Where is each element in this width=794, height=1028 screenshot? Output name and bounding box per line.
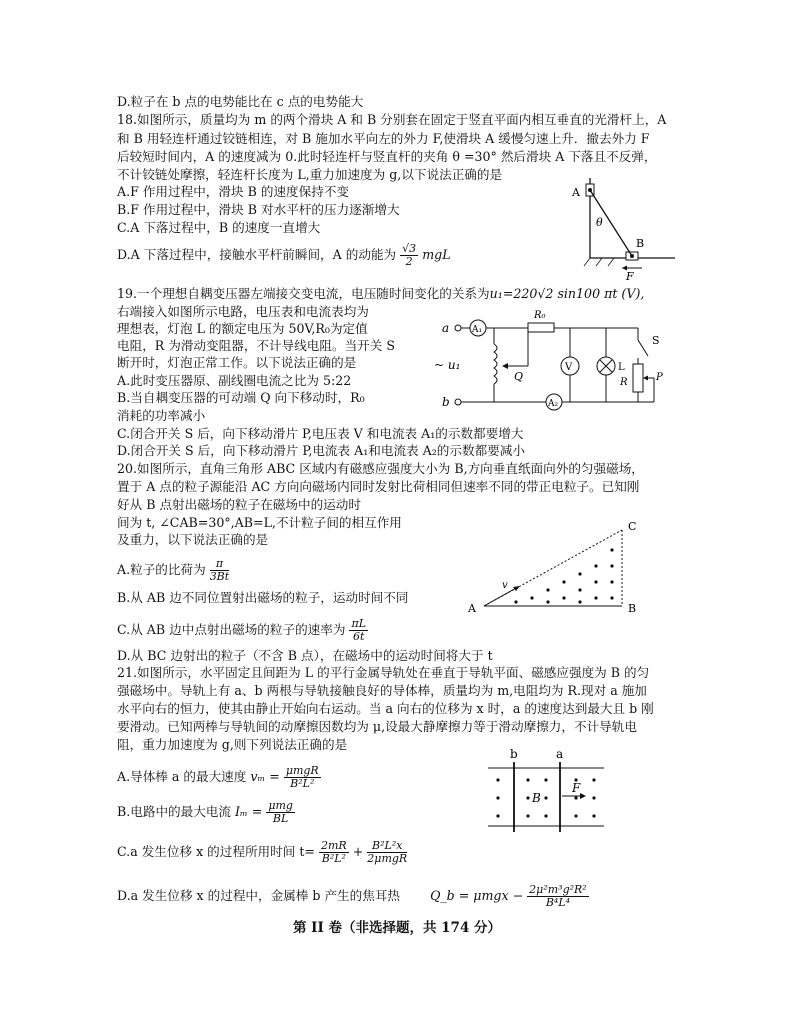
q20-a-num: π <box>210 558 230 571</box>
q21-stem-line2: 强磁场中。导轨上有 a、b 两根与导轨接触良好的导体棒，质量均为 m,电阻均为 R.现对 a 施加 <box>117 683 647 698</box>
q20-field-dot <box>546 588 549 591</box>
q18-fig-label-b: B <box>636 237 645 250</box>
q21-field-dot <box>526 778 529 781</box>
q19-option-b-line1: B.当自耦变压器的可动端 Q 向下移动时，R₀ <box>117 390 365 405</box>
q19-fig-label-u1: ~ u₁ <box>434 358 461 372</box>
q20-magnetic-field-dots <box>514 548 613 603</box>
q18-fig-label-theta: θ <box>596 216 603 229</box>
q21-fig-label-field: B <box>532 791 541 805</box>
q21-fig-label-f: F <box>572 781 581 795</box>
q20-stem-line3: 好从 B 点射出磁场的粒子在磁场中的运动时 <box>117 497 361 512</box>
q21-field-dot <box>526 796 529 799</box>
q21-b-num: μmg <box>268 799 293 812</box>
q20-stem-line2: 置于 A 点的粒子源能沿 AC 方向向磁场内同时发射比荷相同但速率不同的带正电粒子。已知刚 <box>117 479 640 494</box>
q19-fig-label-r0: R₀ <box>534 310 546 321</box>
q18-figure <box>560 176 680 283</box>
q19-option-a: A.此时变压器原、副线圈电流之比为 5:22 <box>117 373 352 388</box>
q21-option-a-fraction <box>284 765 321 790</box>
q18-stem-line3: 后较短时间内，A 的速度减为 0.此时轻连杆与竖直杆的夹角 θ =30° 然后滑块 A 下落且不反弹， <box>117 149 657 164</box>
q21-option-c-fraction2 <box>367 840 407 865</box>
q17-option-d: D.粒子在 b 点的电势能比在 c 点的电势能大 <box>117 94 364 109</box>
q19-fig-label-l: L <box>618 362 625 373</box>
q19-fig-label-a2: A₂ <box>548 399 559 409</box>
q20-option-a-fraction <box>210 558 230 583</box>
q21-field-dot <box>496 796 499 799</box>
q20-field-dot <box>578 600 581 603</box>
q21-field-dot <box>526 814 529 817</box>
q21-option-c-text: C.a 发生位移 x 的过程所用时间 t= <box>117 844 315 859</box>
q21-stem-line5: 阻，重力加速度为 g,则下列说法正确的是 <box>117 737 348 752</box>
q21-field-dot <box>592 796 595 799</box>
q20-fig-label-v: v <box>502 580 508 591</box>
q19-stem-line4: 电阻，R 为滑动变阻器，不计导线电阻。当开关 S <box>117 338 395 353</box>
q21-field-dot <box>574 814 577 817</box>
q19-fig-label-b: b <box>442 395 450 409</box>
q19-stem-line5: 断开时，灯泡正常工作。以下说法正确的是 <box>117 355 357 370</box>
q21-c-den1: B²L² <box>321 852 346 865</box>
q20-option-c-text: C.从 AB 边中点射出磁场的粒子的速率为 <box>117 622 346 637</box>
q21-option-a-var: vₘ = <box>250 769 280 784</box>
q21-a-num: μmgR <box>285 764 319 777</box>
q21-d-den: B⁴L⁴ <box>545 896 571 909</box>
q21-fig-label-a-rod: a <box>556 747 564 761</box>
q21-d-num: 2μ²m³g²R² <box>529 883 587 896</box>
q21-stem-line4: 要滑动。已知两棒与导轨间的动摩擦因数均为 μ,设最大静摩擦力等于滑动摩擦力，不计导轨电 <box>117 719 637 734</box>
q18-option-d <box>117 243 451 268</box>
q21-option-a <box>117 765 321 790</box>
q19-circuit-figure <box>430 306 670 418</box>
q19-voltage-equation: u₁=220√2 sin100 πt (V), <box>489 286 645 301</box>
q20-field-dot <box>610 548 613 551</box>
q21-option-a-text: A.导体棒 a 的最大速度 <box>117 769 247 784</box>
q20-a-den: 3Bt <box>209 570 230 583</box>
q20-stem-line1: 20.如图所示，直角三角形 ABC 区域内有磁感应强度大小为 B,方向垂直纸面向外的匀强磁场， <box>117 461 644 476</box>
q20-fig-label-a: A <box>468 602 476 615</box>
q19-fig-label-v: V <box>565 362 573 373</box>
q21-option-b-text: B.电路中的最大电流 <box>117 804 232 819</box>
q18-stem-line1: 18.如图所示，质量均为 m 的两个滑块 A 和 B 分别套在固定于竖直平面内相互垂直的光滑杆上，A <box>117 112 667 127</box>
q18-option-d-text: D.A 下落过程中，接触水平杆前瞬间，A 的动能为 <box>117 247 397 262</box>
q18-d-num: √3 <box>402 242 417 255</box>
q20-field-dot <box>578 572 581 575</box>
q18-option-a: A.F 作用过程中，滑块 B 的速度保持不变 <box>117 184 350 199</box>
q20-field-dot <box>514 600 517 603</box>
q19-fig-label-q: Q <box>514 370 524 383</box>
q21-option-b-fraction <box>266 800 295 825</box>
q19-fig-label-a1: A₁ <box>472 325 483 335</box>
q21-fig-label-b-rod: b <box>510 747 518 761</box>
q20-field-dot <box>530 596 533 599</box>
q21-option-c-fraction1 <box>319 840 349 865</box>
q21-c-num2: B²L²x <box>367 840 407 853</box>
q18-option-b: B.F 作用过程中，滑块 B 对水平杆的压力逐渐增大 <box>117 202 400 217</box>
q20-option-c-fraction <box>349 618 368 643</box>
q18-option-c: C.A 下落过程中，B 的速度一直增大 <box>117 220 321 235</box>
q20-field-dot <box>610 596 613 599</box>
q19-stem-line2: 右端接入如图所示电路，电压表和电流表均为 <box>117 304 369 319</box>
q19-stem-line3: 理想表，灯泡 L 的额定电压为 50V,R₀为定值 <box>117 321 368 336</box>
q20-option-d: D.从 BC 边射出的粒子（不含 B 点），在磁场中的运动时间将大于 t <box>117 648 493 663</box>
q20-c-den: 6t <box>353 630 365 643</box>
q20-figure <box>462 520 662 620</box>
q19-option-b-line2: 消耗的功率减小 <box>117 408 206 423</box>
q20-option-a <box>117 558 229 583</box>
q21-option-d <box>117 884 589 909</box>
q21-figure <box>484 746 614 836</box>
q19-stem-line1-text: 19.一个理想自耦变压器左端接交变电流，电压随时间变化的关系为 <box>117 286 490 301</box>
q21-option-c <box>117 840 407 865</box>
q20-fig-label-c: C <box>628 520 637 533</box>
q21-c-num1: 2mR <box>320 839 347 852</box>
q21-option-d-var: Q_b = μmgx − <box>430 888 524 903</box>
q20-stem-line4: 间为 t, ∠CAB=30°,AB=L,不计粒子间的相互作用 <box>117 515 402 530</box>
q20-field-dot <box>562 580 565 583</box>
q21-field-dot <box>574 796 577 799</box>
q20-field-dot <box>546 600 549 603</box>
q21-option-b-var: Iₘ = <box>235 804 263 819</box>
q18-fig-label-f: F <box>626 270 634 283</box>
q21-b-den: BL <box>272 812 289 825</box>
q20-stem-line5: 及重力，以下说法正确的是 <box>117 532 269 547</box>
q20-field-dot <box>610 580 613 583</box>
q18-stem-line2: 和 B 用轻连杆通过铰链相连，对 B 施加水平向左的外力 F,使滑块 A 缓慢匀速上升．撤去外力 F <box>117 131 650 146</box>
q18-option-d-unit: mgL <box>422 247 451 262</box>
q18-d-den: 2 <box>405 255 413 268</box>
q21-option-d-fraction <box>527 884 589 909</box>
q20-field-dot <box>562 596 565 599</box>
q19-fig-label-p: P <box>656 372 663 383</box>
q21-field-dot <box>592 814 595 817</box>
q21-field-dot <box>544 796 547 799</box>
q19-option-c: C.闭合开关 S 后，向下移动滑片 P,电压表 V 和电流表 A₁的示数都要增大 <box>117 426 524 441</box>
q20-fig-label-b: B <box>628 602 637 615</box>
q21-field-dot <box>592 778 595 781</box>
section-title: 第 II 卷（非选择题，共 174 分） <box>292 920 502 936</box>
q20-field-dot <box>594 596 597 599</box>
q21-option-c-plus: + <box>352 844 364 859</box>
q21-c-den2: 2μmgR <box>367 852 408 865</box>
q20-option-b: B.从 AB 边不同位置射出磁场的粒子，运动时间不同 <box>117 590 409 605</box>
q21-a-den: B²L² <box>290 777 315 790</box>
q19-stem-line1 <box>117 286 644 302</box>
q18-option-d-fraction <box>400 243 418 268</box>
q21-field-dot <box>496 778 499 781</box>
q21-field-dot <box>496 814 499 817</box>
q20-field-dot <box>594 580 597 583</box>
q19-option-d: D.闭合开关 S 后，向下移动滑片 P,电流表 A₁和电流表 A₂的示数都要减小 <box>117 443 525 458</box>
q21-stem-line3: 水平向右的恒力，使其由静止开始向右运动。当 a 向右的位移为 x 时，a 的速度达到最大且 b 刚 <box>117 701 654 716</box>
q19-fig-label-r: R <box>620 377 628 388</box>
q20-field-dot <box>594 564 597 567</box>
q21-option-d-text: D.a 发生位移 x 的过程中，金属棒 b 产生的焦耳热 <box>117 888 401 903</box>
q20-field-dot <box>578 588 581 591</box>
q20-c-num: πL <box>351 617 367 630</box>
q21-field-dot <box>544 814 547 817</box>
q18-stem-line4: 不计铰链处摩擦，轻连杆长度为 L,重力加速度为 g,以下说法正确的是 <box>117 167 503 182</box>
q21-stem-line1: 21.如图所示，水平固定且间距为 L 的平行金属导轨处在垂直于导轨平面、磁感应强度为 B 的匀 <box>117 665 650 680</box>
q20-field-dot <box>610 564 613 567</box>
q20-option-c <box>117 618 368 643</box>
q18-fig-label-a: A <box>572 186 580 199</box>
q19-fig-label-a: a <box>442 321 450 335</box>
q21-field-dot <box>544 778 547 781</box>
q19-fig-label-s: S <box>652 334 660 347</box>
q20-option-a-text: A.粒子的比荷为 <box>117 562 206 577</box>
q21-option-b <box>117 800 295 825</box>
